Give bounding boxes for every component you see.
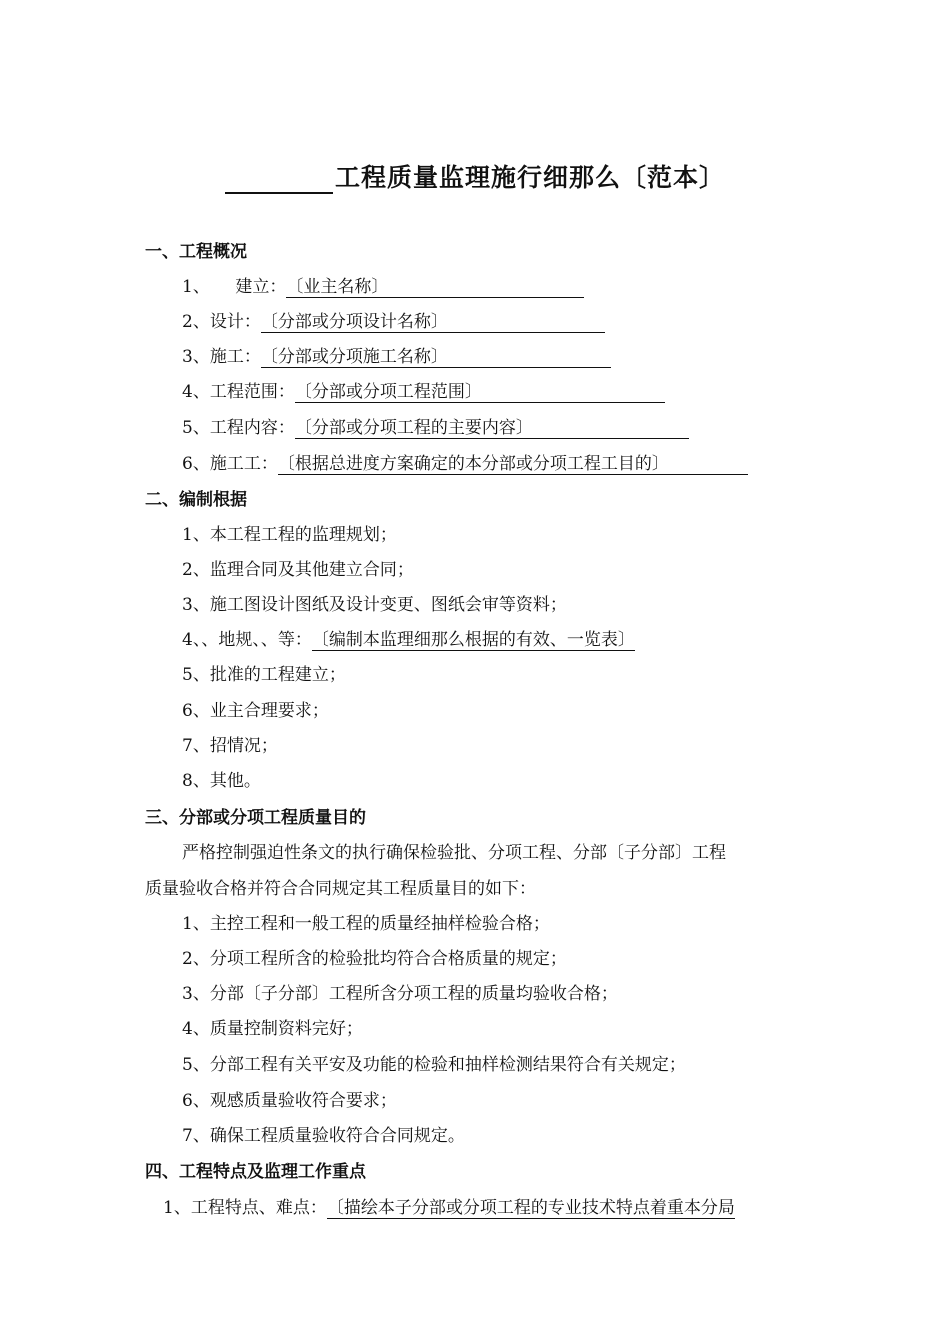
- item-label: 3、施工：: [182, 347, 261, 367]
- section3-item-2: 2、分项工程所含的检验批均符合合格质量的规定；: [182, 949, 567, 969]
- section1-item-5: [182, 413, 689, 439]
- section3-item-1: 1、主控工程和一般工程的质量经抽样检验合格；: [182, 914, 550, 934]
- section2-item-4: [182, 625, 635, 651]
- item-value: 〔分部或分项设计名称〕: [261, 312, 605, 333]
- item-value: 〔分部或分项施工名称〕: [261, 347, 611, 368]
- section3-item-5: 5、分部工程有关平安及功能的检验和抽样检测结果符合有关规定；: [182, 1055, 686, 1075]
- section2-item-8: 8、其他。: [182, 771, 261, 791]
- section1-item-4: [182, 377, 665, 403]
- section2-item-6: 6、业主合理要求；: [182, 701, 329, 721]
- section3-heading: 三、分部或分项工程质量目的: [145, 808, 366, 828]
- section1-item-6: [182, 449, 748, 475]
- document-title: [0, 158, 950, 194]
- title-blank: [225, 164, 333, 194]
- item-label: 5、工程内容：: [182, 418, 295, 438]
- section3-item-4: 4、质量控制资料完好；: [182, 1019, 363, 1039]
- item-value: 〔编制本监理细那么根据的有效、一览表〕: [311, 630, 635, 650]
- item-label: 6、施工工：: [182, 454, 278, 474]
- section3-item-3: 3、分部〔子分部〕工程所含分项工程的质量均验收合格；: [182, 984, 618, 1004]
- item-label: 4、工程范围：: [182, 382, 295, 402]
- section3-paragraph-line1: 严格控制强迫性条文的执行确保检验批、分项工程、分部〔子分部〕工程: [182, 843, 726, 863]
- section4-heading: 四、工程特点及监理工作重点: [145, 1162, 366, 1182]
- item-value: 〔根据总进度方案确定的本分部或分项工程工目的〕: [278, 454, 748, 475]
- section2-item-1: 1、本工程工程的监理规划；: [182, 525, 397, 545]
- item-label: 4、、地规、、等：: [182, 630, 312, 650]
- section1-item-1: [182, 272, 584, 298]
- section3-item-6: 6、观感质量验收符合要求；: [182, 1091, 397, 1111]
- section2-item-3: 3、施工图设计图纸及设计变更、图纸会审等资料；: [182, 595, 567, 615]
- section2-item-2: 2、监理合同及其他建立合同；: [182, 560, 414, 580]
- item-value: 〔业主名称〕: [286, 277, 584, 298]
- section3-paragraph-line2: 质量验收合格并符合合同规定其工程质量目的如下：: [145, 879, 536, 899]
- item-value: 〔分部或分项工程范围〕: [295, 382, 665, 403]
- item-label: 2、设计：: [182, 312, 261, 332]
- section1-heading: 一、工程概况: [145, 242, 247, 262]
- section1-item-3: [182, 342, 611, 368]
- title-text: 工程质量监理施行细那么〔范本〕: [334, 163, 725, 192]
- section4-item-1: [163, 1193, 735, 1219]
- section2-item-7: 7、招情况；: [182, 736, 278, 756]
- item-label: 1、工程特点、难点：: [163, 1198, 327, 1218]
- section3-item-7: 7、确保工程质量验收符合合同规定。: [182, 1126, 465, 1146]
- item-value: 〔分部或分项工程的主要内容〕: [295, 418, 689, 439]
- item-label: 1、 建立：: [182, 277, 287, 297]
- section1-item-2: [182, 307, 605, 333]
- section2-item-5: 5、批准的工程建立；: [182, 665, 346, 685]
- item-value: 〔描绘本子分部或分项工程的专业技术特点着重本分局: [326, 1198, 735, 1218]
- section2-heading: 二、编制根据: [145, 490, 247, 510]
